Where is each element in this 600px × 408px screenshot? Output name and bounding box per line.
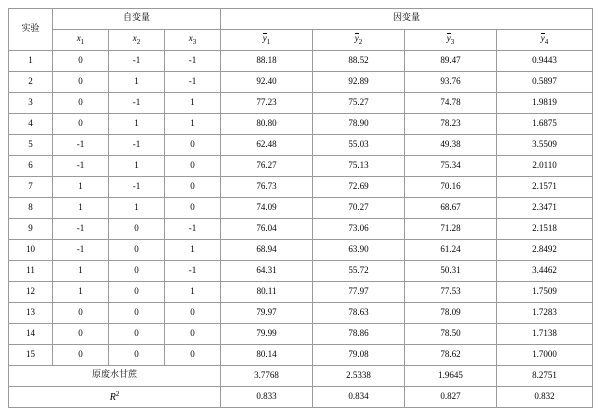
cell-x2: -1 bbox=[109, 177, 165, 198]
table-row bbox=[9, 177, 593, 198]
cell-x1: 0 bbox=[53, 114, 109, 135]
cell-x2: 1 bbox=[109, 72, 165, 93]
cell-y1: 68.94 bbox=[221, 240, 313, 261]
cell-exp: 12 bbox=[9, 282, 53, 303]
cell-x3: 1 bbox=[165, 93, 221, 114]
cell-y1: 76.27 bbox=[221, 156, 313, 177]
cell-y4: 1.9819 bbox=[497, 93, 593, 114]
cell-y1: 64.31 bbox=[221, 261, 313, 282]
cell-exp: 4 bbox=[9, 114, 53, 135]
footer-value: 2.5338 bbox=[313, 366, 405, 387]
cell-x3: 0 bbox=[165, 156, 221, 177]
cell-exp: 1 bbox=[9, 51, 53, 72]
cell-y2: 75.13 bbox=[313, 156, 405, 177]
cell-y4: 1.7138 bbox=[497, 324, 593, 345]
cell-x2: 0 bbox=[109, 240, 165, 261]
cell-x1: 1 bbox=[53, 198, 109, 219]
cell-y2: 72.69 bbox=[313, 177, 405, 198]
cell-y4: 2.8492 bbox=[497, 240, 593, 261]
experiment-data-table bbox=[8, 8, 593, 408]
cell-x3: 1 bbox=[165, 114, 221, 135]
cell-x1: 1 bbox=[53, 261, 109, 282]
cell-y3: 68.67 bbox=[405, 198, 497, 219]
cell-x3: -1 bbox=[165, 72, 221, 93]
cell-y2: 78.90 bbox=[313, 114, 405, 135]
cell-y2: 73.06 bbox=[313, 219, 405, 240]
cell-y2: 70.27 bbox=[313, 198, 405, 219]
cell-x2: 0 bbox=[109, 282, 165, 303]
cell-y3: 49.38 bbox=[405, 135, 497, 156]
cell-x3: -1 bbox=[165, 261, 221, 282]
cell-x1: 0 bbox=[53, 345, 109, 366]
cell-exp: 3 bbox=[9, 93, 53, 114]
table-group-header-row bbox=[9, 9, 593, 30]
cell-y2: 55.72 bbox=[313, 261, 405, 282]
header-independent-variables: 自变量 bbox=[53, 9, 221, 30]
footer-value: 3.7768 bbox=[221, 366, 313, 387]
cell-y3: 61.24 bbox=[405, 240, 497, 261]
cell-y1: 80.14 bbox=[221, 345, 313, 366]
column-header-y3: $y_3$ bbox=[405, 30, 497, 51]
table-row bbox=[9, 156, 593, 177]
cell-y1: 62.48 bbox=[221, 135, 313, 156]
cell-y3: 78.09 bbox=[405, 303, 497, 324]
cell-y3: 78.62 bbox=[405, 345, 497, 366]
cell-y3: 74.78 bbox=[405, 93, 497, 114]
cell-x2: 1 bbox=[109, 114, 165, 135]
table-row bbox=[9, 93, 593, 114]
cell-x2: -1 bbox=[109, 93, 165, 114]
cell-x3: 0 bbox=[165, 198, 221, 219]
footer-label: 原废水甘蔗 bbox=[9, 366, 221, 387]
cell-x1: -1 bbox=[53, 156, 109, 177]
footer-value: 0.827 bbox=[405, 387, 497, 408]
footer-value: 0.832 bbox=[497, 387, 593, 408]
column-header-x2: $x_2$ bbox=[109, 30, 165, 51]
cell-exp: 5 bbox=[9, 135, 53, 156]
cell-exp: 2 bbox=[9, 72, 53, 93]
cell-x1: -1 bbox=[53, 240, 109, 261]
table-row bbox=[9, 219, 593, 240]
cell-y2: 63.90 bbox=[313, 240, 405, 261]
cell-x1: -1 bbox=[53, 219, 109, 240]
cell-y3: 89.47 bbox=[405, 51, 497, 72]
cell-y1: 88.18 bbox=[221, 51, 313, 72]
cell-x3: 0 bbox=[165, 303, 221, 324]
column-header-x1: $x_1$ bbox=[53, 30, 109, 51]
cell-exp: 13 bbox=[9, 303, 53, 324]
cell-y3: 77.53 bbox=[405, 282, 497, 303]
cell-y3: 50.31 bbox=[405, 261, 497, 282]
footer-value: 8.2751 bbox=[497, 366, 593, 387]
cell-y4: 2.0110 bbox=[497, 156, 593, 177]
cell-y2: 77.97 bbox=[313, 282, 405, 303]
column-header-y2: $y_2$ bbox=[313, 30, 405, 51]
cell-x2: 0 bbox=[109, 261, 165, 282]
cell-exp: 6 bbox=[9, 156, 53, 177]
cell-exp: 15 bbox=[9, 345, 53, 366]
cell-x3: 0 bbox=[165, 345, 221, 366]
cell-exp: 10 bbox=[9, 240, 53, 261]
cell-x1: 1 bbox=[53, 282, 109, 303]
cell-x3: 0 bbox=[165, 324, 221, 345]
header-experiment: 实验 bbox=[9, 9, 53, 51]
cell-exp: 14 bbox=[9, 324, 53, 345]
cell-y1: 92.40 bbox=[221, 72, 313, 93]
cell-y1: 80.11 bbox=[221, 282, 313, 303]
cell-y4: 1.7509 bbox=[497, 282, 593, 303]
cell-y2: 79.08 bbox=[313, 345, 405, 366]
cell-y4: 0.5897 bbox=[497, 72, 593, 93]
cell-y2: 88.52 bbox=[313, 51, 405, 72]
table-footer bbox=[9, 366, 593, 408]
footer-value: 0.834 bbox=[313, 387, 405, 408]
cell-y1: 79.97 bbox=[221, 303, 313, 324]
cell-y4: 2.1518 bbox=[497, 219, 593, 240]
cell-y1: 76.04 bbox=[221, 219, 313, 240]
cell-y4: 1.7000 bbox=[497, 345, 593, 366]
cell-y4: 0.9443 bbox=[497, 51, 593, 72]
cell-x1: -1 bbox=[53, 135, 109, 156]
cell-y3: 71.28 bbox=[405, 219, 497, 240]
cell-exp: 9 bbox=[9, 219, 53, 240]
cell-exp: 8 bbox=[9, 198, 53, 219]
cell-y2: 78.63 bbox=[313, 303, 405, 324]
cell-x3: -1 bbox=[165, 219, 221, 240]
column-header-y1: $y_1$ bbox=[221, 30, 313, 51]
cell-y2: 75.27 bbox=[313, 93, 405, 114]
cell-x2: 1 bbox=[109, 156, 165, 177]
cell-y4: 3.5509 bbox=[497, 135, 593, 156]
footer-value: 1.9645 bbox=[405, 366, 497, 387]
table-row bbox=[9, 303, 593, 324]
cell-x1: 0 bbox=[53, 93, 109, 114]
cell-y4: 1.7283 bbox=[497, 303, 593, 324]
cell-x2: 0 bbox=[109, 345, 165, 366]
cell-y1: 76.73 bbox=[221, 177, 313, 198]
cell-x2: -1 bbox=[109, 51, 165, 72]
table-row bbox=[9, 261, 593, 282]
table-row bbox=[9, 345, 593, 366]
cell-y2: 55.03 bbox=[313, 135, 405, 156]
cell-x1: 0 bbox=[53, 303, 109, 324]
cell-y4: 2.1571 bbox=[497, 177, 593, 198]
table-row bbox=[9, 282, 593, 303]
cell-y3: 78.23 bbox=[405, 114, 497, 135]
cell-x3: 0 bbox=[165, 135, 221, 156]
cell-y4: 1.6875 bbox=[497, 114, 593, 135]
cell-x1: 0 bbox=[53, 72, 109, 93]
cell-y3: 75.34 bbox=[405, 156, 497, 177]
cell-y1: 80.80 bbox=[221, 114, 313, 135]
column-header-y4: $y_4$ bbox=[497, 30, 593, 51]
table-body bbox=[9, 51, 593, 366]
table-footer-row bbox=[9, 387, 593, 408]
cell-y3: 78.50 bbox=[405, 324, 497, 345]
footer-value: 0.833 bbox=[221, 387, 313, 408]
cell-x3: -1 bbox=[165, 51, 221, 72]
cell-x3: 1 bbox=[165, 240, 221, 261]
cell-x3: 1 bbox=[165, 282, 221, 303]
cell-y1: 74.09 bbox=[221, 198, 313, 219]
table-row bbox=[9, 51, 593, 72]
cell-x3: 0 bbox=[165, 177, 221, 198]
cell-x1: 0 bbox=[53, 324, 109, 345]
cell-exp: 7 bbox=[9, 177, 53, 198]
cell-y2: 78.86 bbox=[313, 324, 405, 345]
table-row bbox=[9, 72, 593, 93]
cell-y3: 93.76 bbox=[405, 72, 497, 93]
table-row bbox=[9, 198, 593, 219]
table-row bbox=[9, 135, 593, 156]
footer-label: $R^2$ bbox=[9, 387, 221, 408]
cell-y2: 92.89 bbox=[313, 72, 405, 93]
cell-x1: 0 bbox=[53, 51, 109, 72]
cell-x2: -1 bbox=[109, 135, 165, 156]
cell-y1: 79.99 bbox=[221, 324, 313, 345]
header-dependent-variables: 因变量 bbox=[221, 9, 593, 30]
cell-x2: 0 bbox=[109, 219, 165, 240]
cell-x2: 0 bbox=[109, 303, 165, 324]
table-row bbox=[9, 114, 593, 135]
cell-y4: 3.4462 bbox=[497, 261, 593, 282]
cell-x2: 1 bbox=[109, 198, 165, 219]
table-row bbox=[9, 324, 593, 345]
table-footer-row bbox=[9, 366, 593, 387]
cell-y3: 70.16 bbox=[405, 177, 497, 198]
cell-x1: 1 bbox=[53, 177, 109, 198]
table-column-header-row bbox=[9, 30, 593, 51]
cell-y4: 2.3471 bbox=[497, 198, 593, 219]
table-row bbox=[9, 240, 593, 261]
column-header-x3: $x_3$ bbox=[165, 30, 221, 51]
cell-y1: 77.23 bbox=[221, 93, 313, 114]
cell-x2: 0 bbox=[109, 324, 165, 345]
cell-exp: 11 bbox=[9, 261, 53, 282]
